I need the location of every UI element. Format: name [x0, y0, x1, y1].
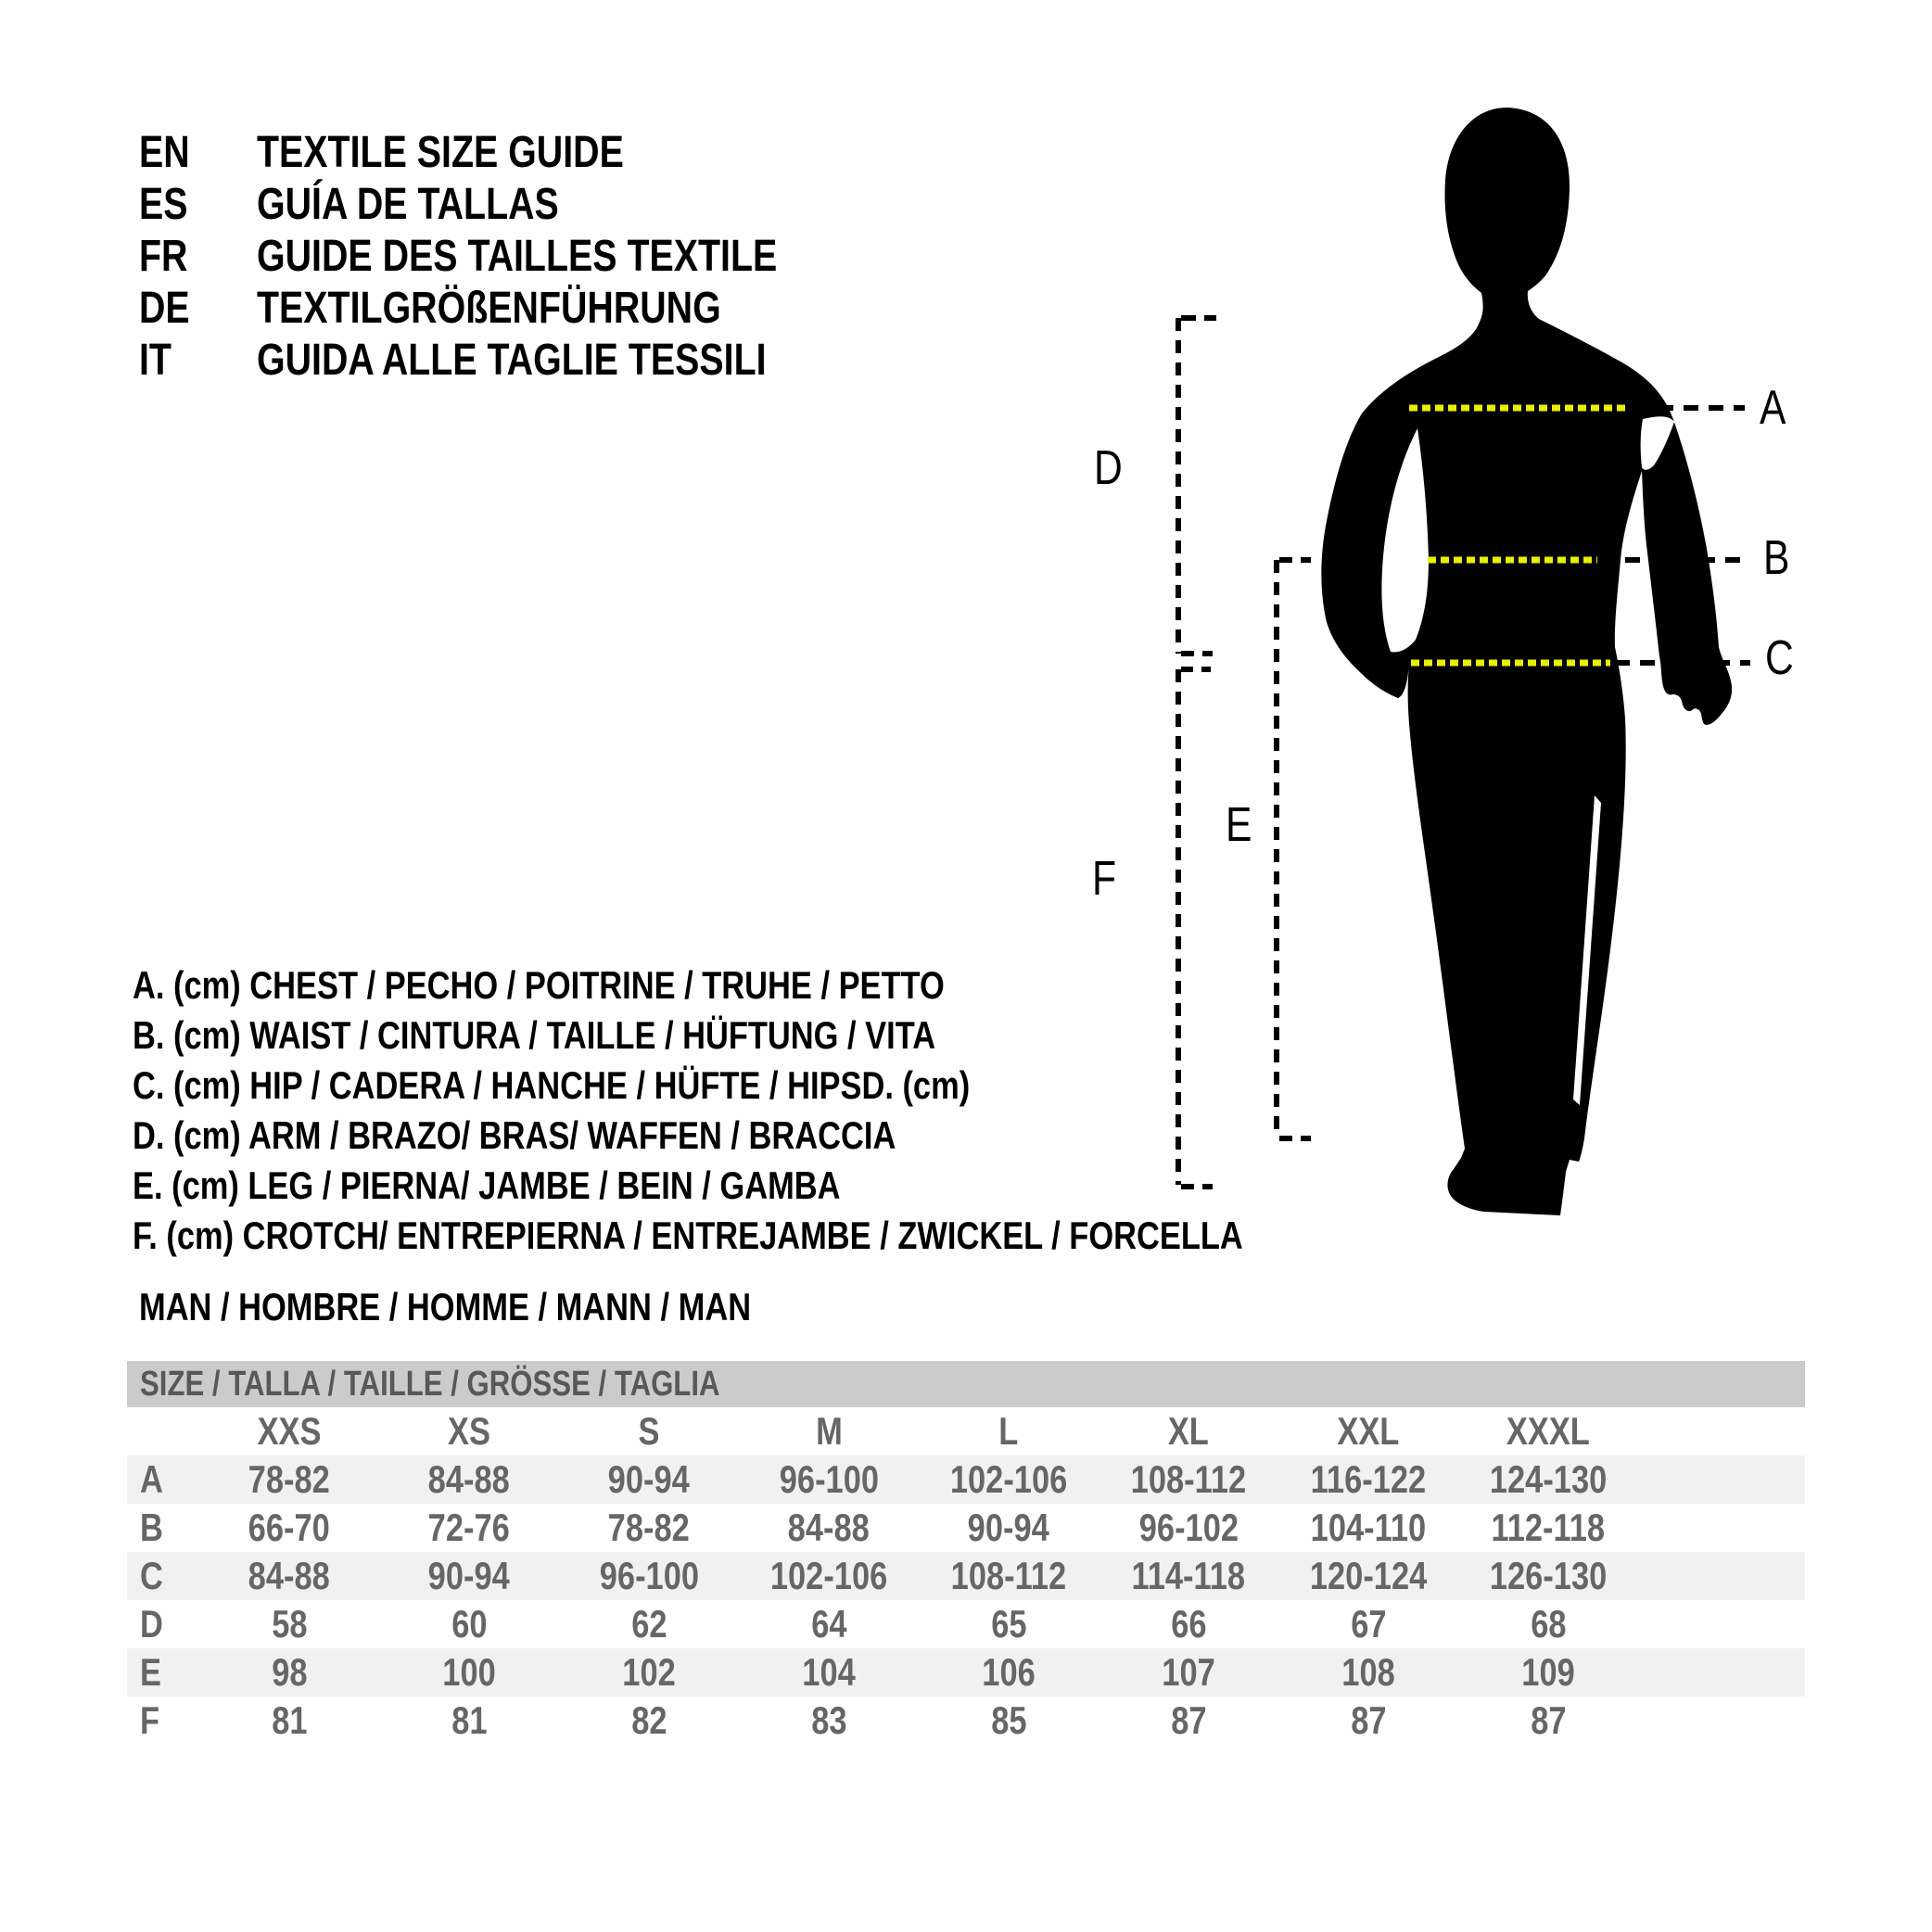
size-col-header: L: [998, 1409, 1019, 1453]
table-value: 98: [271, 1650, 308, 1694]
size-col-header: XXS: [257, 1409, 322, 1453]
table-value: 66: [1170, 1602, 1207, 1646]
table-value: 108: [1341, 1650, 1395, 1694]
table-value: 66-70: [248, 1506, 331, 1549]
table-value: 65: [990, 1602, 1027, 1646]
table-value: 96-100: [599, 1554, 699, 1597]
table-value: 72-76: [427, 1506, 511, 1549]
table-row: [127, 1697, 1805, 1745]
label-chest-a: A: [1760, 381, 1786, 435]
table-value: 114-118: [1131, 1554, 1246, 1597]
table-value: 78-82: [248, 1457, 331, 1501]
measurement-legend-line: E. (cm) LEG / PIERNA/ JAMBE / BEIN / GAMBA: [133, 1163, 841, 1207]
table-value: 64: [810, 1602, 847, 1646]
table-row: [127, 1455, 1805, 1504]
table-value: 58: [271, 1602, 308, 1646]
leg-measure-line: [1277, 560, 1311, 1138]
language-code: IT: [139, 336, 172, 385]
label-leg-e: E: [1226, 798, 1252, 852]
crotch-measure-line: [1178, 669, 1213, 1187]
table-header-text: SIZE / TALLA / TAILLE / GRÖSSE / TAGLIA: [140, 1365, 720, 1404]
row-label: E: [140, 1650, 161, 1694]
measurement-legend-line: C. (cm) HIP / CADERA / HANCHE / HÜFTE / HIPSD. (cm): [133, 1063, 971, 1107]
row-label: C: [140, 1554, 163, 1597]
language-code: ES: [139, 180, 188, 229]
table-value: 62: [630, 1602, 667, 1646]
table-value: 100: [442, 1650, 496, 1694]
table-row: [127, 1504, 1805, 1552]
table-value: 102-106: [949, 1457, 1068, 1501]
table-value: 126-130: [1489, 1554, 1608, 1597]
table-value: 124-130: [1489, 1457, 1608, 1501]
row-label: F: [140, 1698, 160, 1742]
table-value: 96-102: [1138, 1506, 1239, 1549]
table-value: 106: [982, 1650, 1036, 1694]
table-row: [127, 1648, 1805, 1697]
row-label: B: [140, 1506, 163, 1549]
table-value: 83: [810, 1698, 847, 1742]
table-value: 108-112: [1130, 1457, 1247, 1501]
table-value: 84-88: [427, 1457, 511, 1501]
measurement-legend-line: A. (cm) CHEST / PECHO / POITRINE / TRUHE / PETTO: [133, 963, 945, 1007]
label-arm-d: D: [1094, 441, 1123, 495]
language-title: GUIDE DES TAILLES TEXTILE: [257, 232, 778, 281]
table-value: 116-122: [1310, 1457, 1427, 1501]
table-value: 81: [271, 1698, 308, 1742]
table-header-bar: [127, 1361, 1805, 1407]
label-waist-b: B: [1763, 531, 1790, 585]
table-value: 87: [1530, 1698, 1567, 1742]
table-value: 102: [622, 1650, 676, 1694]
table-value: 96-100: [779, 1457, 879, 1501]
table-value: 112-118: [1491, 1506, 1606, 1549]
table-value: 84-88: [248, 1554, 331, 1597]
row-label: A: [140, 1457, 163, 1501]
label-crotch-f: F: [1092, 852, 1117, 906]
language-title: GUÍA DE TALLAS: [257, 180, 559, 229]
table-value: 81: [451, 1698, 488, 1742]
label-hip-c: C: [1765, 631, 1794, 685]
language-title: TEXTILGRÖßENFÜHRUNG: [257, 284, 721, 333]
table-value: 120-124: [1309, 1554, 1428, 1597]
table-value: 85: [990, 1698, 1027, 1742]
measurement-legend-line: B. (cm) WAIST / CINTURA / TAILLE / HÜFTUNG / VITA: [133, 1013, 936, 1057]
table-value: 87: [1350, 1698, 1387, 1742]
table-value: 82: [630, 1698, 667, 1742]
table-value: 67: [1350, 1602, 1387, 1646]
language-code: EN: [139, 128, 190, 177]
arm-measure-line: [1178, 318, 1216, 654]
size-col-header: M: [815, 1409, 843, 1453]
table-value: 87: [1170, 1698, 1207, 1742]
language-code: DE: [139, 284, 190, 333]
table-row: [127, 1600, 1805, 1648]
table-value: 104: [802, 1650, 856, 1694]
table-value: 107: [1162, 1650, 1215, 1694]
table-value: 90-94: [607, 1457, 691, 1501]
table-value: 108-112: [950, 1554, 1067, 1597]
size-col-spacer: [127, 1407, 199, 1455]
size-col-header: XS: [448, 1409, 490, 1453]
table-value: 60: [451, 1602, 488, 1646]
size-col-header: XXXL: [1506, 1409, 1590, 1453]
gender-line: MAN / HOMBRE / HOMME / MANN / MAN: [139, 1285, 752, 1328]
table-value: 90-94: [967, 1506, 1050, 1549]
size-table: [127, 1361, 1805, 1745]
table-value: 102-106: [769, 1554, 888, 1597]
table-value: 109: [1521, 1650, 1575, 1694]
size-col-header: XXL: [1337, 1409, 1400, 1453]
language-code: FR: [139, 232, 188, 281]
size-col-header: XL: [1167, 1409, 1209, 1453]
size-col-header: S: [638, 1409, 660, 1453]
table-value: 68: [1530, 1602, 1567, 1646]
measurement-legend-line: D. (cm) ARM / BRAZO/ BRAS/ WAFFEN / BRACCIA: [133, 1113, 896, 1157]
size-columns-row: [127, 1407, 1805, 1455]
measurement-legend-line: F. (cm) CROTCH/ ENTREPIERNA / ENTREJAMBE / ZWICKEL / FORCELLA: [133, 1214, 1243, 1257]
language-title: GUIDA ALLE TAGLIE TESSILI: [257, 336, 767, 385]
table-value: 104-110: [1310, 1506, 1427, 1549]
language-title: TEXTILE SIZE GUIDE: [257, 128, 624, 177]
table-value: 84-88: [787, 1506, 871, 1549]
row-label: D: [140, 1602, 163, 1646]
table-row: [127, 1552, 1805, 1600]
table-value: 78-82: [607, 1506, 691, 1549]
table-value: 90-94: [427, 1554, 511, 1597]
